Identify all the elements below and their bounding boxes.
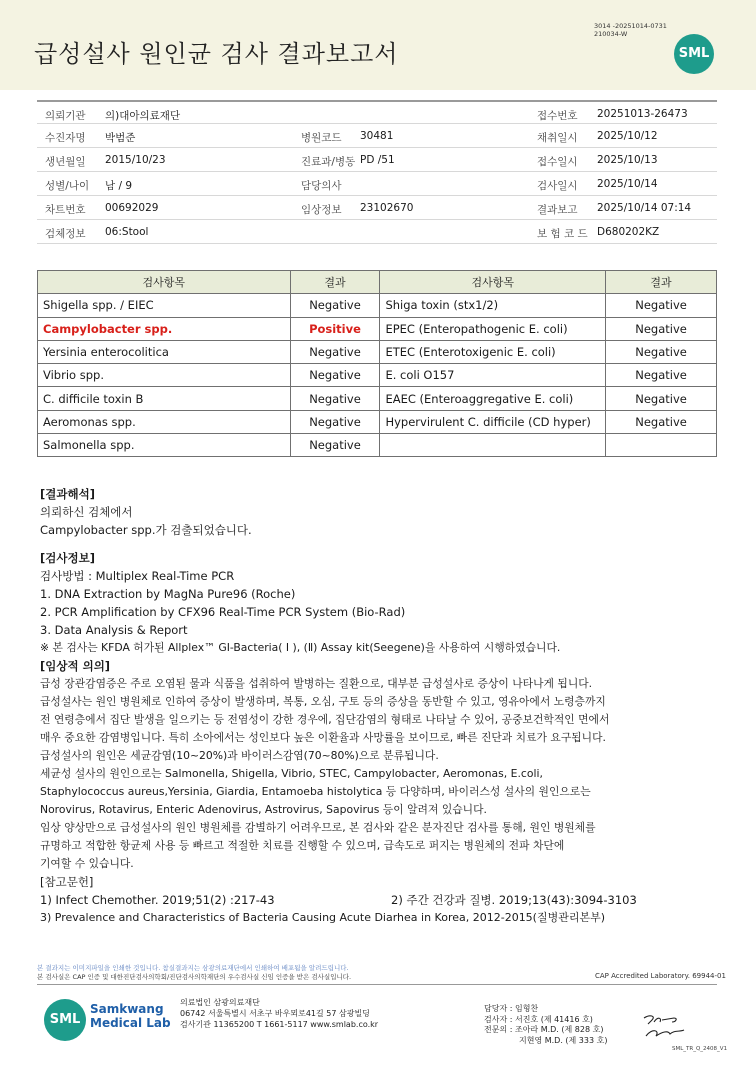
collection-date-value: 2025/10/12 — [597, 130, 658, 142]
staff-contact: 담당자 : 임형찬 — [484, 1004, 539, 1013]
reference-1: 1) Infect Chemother. 2019;51(2) :217-43 — [40, 893, 275, 907]
insurance-code-value: D680202KZ — [597, 226, 660, 238]
test-info-line: 검사방법 : Multiplex Real-Time PCR — [40, 569, 235, 583]
test-result: Negative — [290, 410, 380, 433]
patient-name-value: 박범준 — [105, 132, 136, 144]
receipt-no-label: 접수번호 — [537, 110, 578, 122]
test-info-line: 2. PCR Amplification by CFX96 Real-Time PCR System (Bio-Rad) — [40, 605, 406, 619]
interpretation-line: 의뢰하신 검체에서 — [40, 505, 133, 519]
info-row — [37, 100, 717, 124]
test-info-heading: [검사정보] — [40, 551, 95, 565]
collection-date-label: 채취일시 — [537, 132, 578, 144]
cap-accreditation: CAP Accredited Laboratory. 69944-01 — [595, 972, 726, 980]
specimen-label: 검체정보 — [45, 228, 86, 240]
receipt-date-value: 2025/10/13 — [597, 154, 658, 166]
report-date-label: 결과보고 — [537, 204, 578, 216]
test-date-value: 2025/10/14 — [597, 178, 658, 190]
report-title: 급성설사 원인균 검사 결과보고서 — [34, 40, 399, 68]
insurance-code-label: 보 험 코 드 — [537, 228, 588, 240]
test-result: Negative — [290, 340, 380, 363]
test-result: Negative — [606, 410, 717, 433]
requesting-institution-value: 의)대아의료재단 — [105, 110, 181, 122]
clinical-significance-line: 규명하고 적합한 항균제 사용 등 빠르고 적절한 치료를 진행할 수 있으며, 급속도로 퍼지는 병원체의 전파 차단에 — [40, 839, 565, 852]
receipt-date-label: 접수일시 — [537, 156, 578, 168]
brand-line2: Medical Lab — [90, 1016, 171, 1030]
department-value: PD /51 — [360, 154, 395, 166]
clinical-significance-line: 급성설사의 원인은 세균감염(10~20%)과 바이러스감염(70~80%)으로 분류됩니다. — [40, 749, 439, 762]
footer-divider — [37, 984, 717, 985]
brand-name — [90, 1002, 171, 1030]
table-row — [38, 294, 717, 317]
test-item: EPEC (Enteropathogenic E. coli) — [380, 317, 606, 340]
sml-logo-icon — [674, 34, 714, 74]
test-item: Salmonella spp. — [38, 434, 291, 457]
document-code-line2: 210034-W — [594, 30, 628, 38]
test-item: E. coli O157 — [380, 364, 606, 387]
clinical-significance-line: Staphylococcus aureus,Yersinia, Giardia, Entamoeba histolytica 등 다양하며, 바이러스성 설사의 원인으로는 — [40, 785, 591, 798]
test-date-label: 검사일시 — [537, 180, 578, 192]
clinical-significance-line: 기여할 수 있습니다. — [40, 857, 134, 870]
birth-date-value: 2015/10/23 — [105, 154, 166, 166]
test-item: Yersinia enterocolitica — [38, 340, 291, 363]
clinical-significance-line: 매우 중요한 감염병입니다. 특히 소아에서는 성인보다 높은 이환율과 사망률을 보이므로, 빠른 진단과 치료가 요구됩니다. — [40, 731, 606, 744]
clinical-info-value: 23102670 — [360, 202, 414, 214]
patient-name-label: 수진자명 — [45, 132, 86, 144]
report-body — [40, 485, 720, 927]
table-row — [38, 317, 717, 340]
staff-info — [484, 1004, 607, 1046]
clinical-significance-heading: [임상적 의의] — [40, 659, 111, 673]
header-result: 결과 — [606, 271, 717, 294]
birth-date-label: 생년월일 — [45, 156, 86, 168]
clinical-significance-line: 급성 장관감염증은 주로 오염된 물과 식품을 섭취하여 발병하는 질환으로, 대부분 급성설사로 증상이 나타나게 됩니다. — [40, 677, 593, 690]
test-item: Shiga toxin (stx1/2) — [380, 294, 606, 317]
header-result: 결과 — [290, 271, 380, 294]
test-item: Hypervirulent C. difficile (CD hyper) — [380, 410, 606, 433]
clinical-info-label: 임상정보 — [301, 204, 342, 216]
test-item-positive: Campylobacter spp. — [38, 317, 291, 340]
staff-specialist-2: 지현영 M.D. (제 333 호) — [519, 1035, 608, 1045]
clinical-significance-line: 세균성 설사의 원인으로는 Salmonella, Shigella, Vibrio, STEC, Campylobacter, Aeromonas, E.coli, — [40, 767, 543, 780]
test-item: EAEC (Enteroaggregative E. coli) — [380, 387, 606, 410]
test-result: Negative — [606, 364, 717, 387]
sex-age-value: 남 / 9 — [105, 180, 133, 192]
clinical-significance-line: 임상 양상만으로 급성설사의 원인 병원체를 감별하기 어려우므로, 본 검사와 같은 분자진단 검사를 통해, 원인 병원체를 — [40, 821, 596, 834]
org-address: 06742 서울특별시 서초구 바우뫼로41길 57 삼광빌딩 — [180, 1009, 370, 1018]
chart-no-value: 00692029 — [105, 202, 159, 214]
test-info-line: 3. Data Analysis & Report — [40, 623, 188, 637]
report-date-value: 2025/10/14 07:14 — [597, 202, 692, 214]
test-result: Negative — [606, 387, 717, 410]
info-row — [37, 220, 717, 244]
staff-tester: 검사자 : 서진호 (제 41416 호) — [484, 1014, 593, 1024]
form-number: SML_TR_Q_2408_V1 — [672, 1046, 728, 1052]
receipt-no-value: 20251013-26473 — [597, 108, 688, 120]
test-result: Negative — [290, 434, 380, 457]
test-item: C. difficile toxin B — [38, 387, 291, 410]
report-header — [0, 0, 756, 90]
test-item: Shigella spp. / EIEC — [38, 294, 291, 317]
interpretation-heading: [결과해석] — [40, 487, 95, 501]
test-result: Negative — [290, 294, 380, 317]
staff-specialist: 전문의 : 조아라 M.D. (제 828 호) — [484, 1025, 604, 1034]
organization-info — [180, 997, 378, 1030]
hospital-code-label: 병원코드 — [301, 132, 342, 144]
chart-no-label: 차트번호 — [45, 204, 86, 216]
specimen-value: 06:Stool — [105, 226, 149, 238]
document-code — [594, 22, 667, 38]
test-item: Vibrio spp. — [38, 364, 291, 387]
reference-2: 2) 주간 건강과 질병. 2019;13(43):3094-3103 — [391, 893, 637, 907]
table-row — [38, 434, 717, 457]
test-info-line: ※ 본 검사는 KFDA 허가된 Allplex™ GI-Bacteria( Ⅰ ), (Ⅱ) Assay kit(Seegene)을 사용하여 시행하였습니다. — [40, 641, 561, 654]
test-info-line: 1. DNA Extraction by MagNa Pure96 (Roche) — [40, 587, 296, 601]
sex-age-label: 성별/나이 — [45, 180, 90, 192]
footer-notice-print: 본 결과지는 이미지파일을 인쇄한 것입니다. 참실결과지는 삼광의료재단에서 인쇄하여 배포됨을 알려드립니다. — [37, 964, 349, 972]
doctor-label: 담당의사 — [301, 180, 342, 192]
org-contact: 검사기관 11365200 T 1661-5117 www.smlab.co.kr — [180, 1020, 379, 1029]
signature-icon — [640, 1010, 690, 1044]
test-result: Negative — [606, 317, 717, 340]
test-item: Aeromonas spp. — [38, 410, 291, 433]
clinical-significance-line: 전 연령층에서 집단 발생을 일으키는 등 전염성이 강한 경우에, 집단감염의 형태로 나타날 수 있어, 공중보건학적인 면에서 — [40, 713, 610, 726]
test-result: Negative — [606, 294, 717, 317]
info-row — [37, 124, 717, 148]
document-code-line1: 3014 -20251014-0731 — [594, 22, 667, 30]
requesting-institution-label: 의뢰기관 — [45, 110, 86, 122]
results-header-row — [38, 271, 717, 294]
references-line — [40, 891, 720, 909]
info-row — [37, 196, 717, 220]
test-result — [606, 434, 717, 457]
hospital-code-value: 30481 — [360, 130, 394, 142]
test-item — [380, 434, 606, 457]
test-item: ETEC (Enterotoxigenic E. coli) — [380, 340, 606, 363]
reference-3: 3) Prevalence and Characteristics of Bacteria Causing Acute Diarhea in Korea, 2012-2015(질병관리본부) — [40, 911, 606, 924]
table-row — [38, 364, 717, 387]
brand-line1: Samkwang — [90, 1002, 164, 1016]
table-row — [38, 387, 717, 410]
results-table — [37, 270, 717, 457]
footer-logo-text: SML — [49, 1012, 81, 1027]
test-result: Negative — [290, 387, 380, 410]
interpretation-line: Campylobacter spp.가 검출되었습니다. — [40, 523, 252, 537]
clinical-significance-line: 급성설사는 원인 병원체로 인하여 증상이 발생하며, 복통, 오심, 구토 등의 증상을 동반할 수 있고, 영유아에서 노령층까지 — [40, 695, 606, 708]
org-name: 의료법인 삼광의료재단 — [180, 998, 260, 1007]
header-test-item: 검사항목 — [38, 271, 291, 294]
test-result: Negative — [290, 364, 380, 387]
info-row — [37, 148, 717, 172]
table-row — [38, 340, 717, 363]
sml-logo-icon — [44, 999, 86, 1041]
clinical-significance-line: Norovirus, Rotavirus, Enteric Adenovirus, Astrovirus, Sapovirus 등이 알려져 있습니다. — [40, 803, 487, 816]
info-row — [37, 172, 717, 196]
header-test-item: 검사항목 — [380, 271, 606, 294]
department-label: 진료과/병동 — [301, 156, 356, 168]
test-result: Negative — [606, 340, 717, 363]
header-logo-text: SML — [678, 46, 710, 61]
test-result-positive: Positive — [290, 317, 380, 340]
footer-notice-accreditation: 본 검사실은 CAP 인증 및 대한진단검사의학회/진단검사의학재단의 우수검사실 신임 인증을 받은 검사실입니다. — [37, 973, 352, 981]
references-heading: [참고문헌] — [40, 875, 94, 889]
table-row — [38, 410, 717, 433]
